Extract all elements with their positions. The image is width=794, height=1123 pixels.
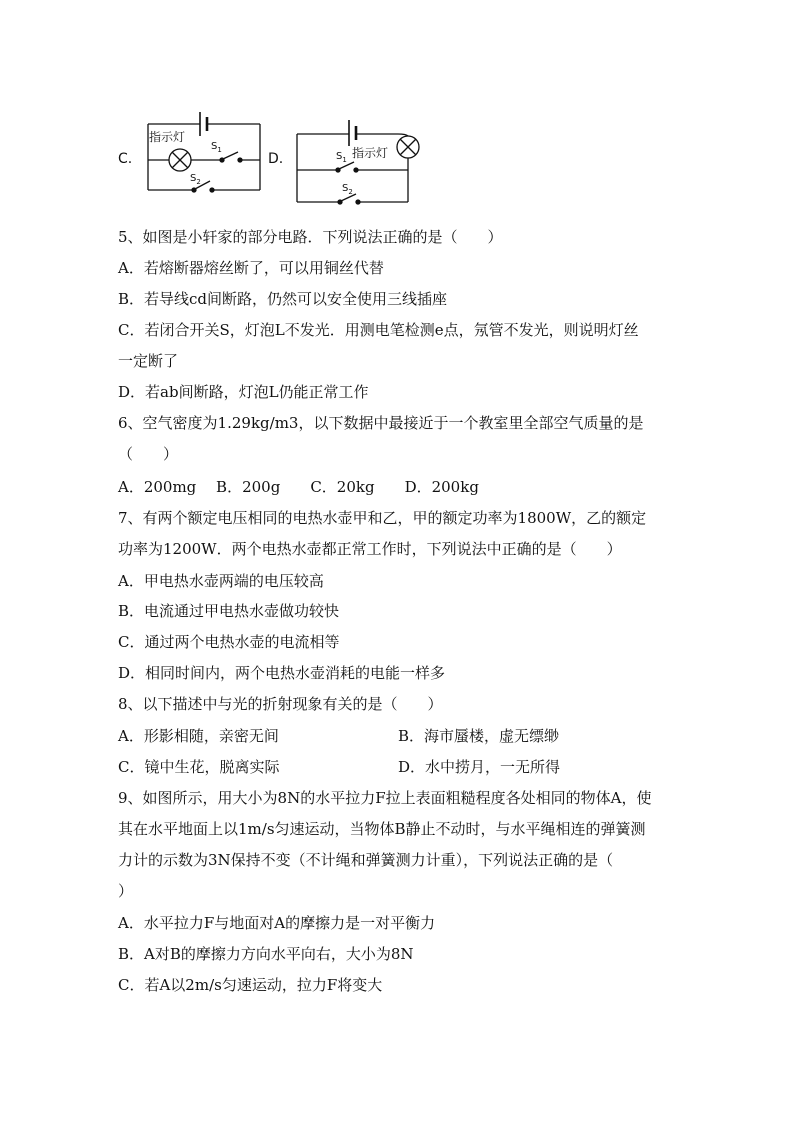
q6-options: A．200mg B．200g C．20kg D．200kg (118, 478, 479, 496)
q5-option-d: D．若ab间断路，灯泡L仍能正常工作 (118, 383, 369, 401)
q7-stem-line1: 7、有两个额定电压相同的电热水壶甲和乙，甲的额定功率为1800W，乙的额定 (118, 509, 647, 527)
q5-stem: 5、如图是小轩家的部分电路．下列说法正确的是（ ） (118, 228, 503, 246)
circuit-diagrams (110, 100, 440, 210)
q7-option-a: A．甲电热水壶两端的电压较高 (118, 572, 324, 590)
q7-stem-line2: 功率为1200W．两个电热水壶都正常工作时，下列说法中正确的是（ ） (118, 540, 622, 558)
switch-s1-label-d: $S_1$ (336, 151, 347, 164)
switch-s1-label-c: $S_1$ (211, 141, 222, 154)
switch-s2-label-c: $S_2$ (190, 173, 201, 186)
switch-s2-label-d: $S_2$ (342, 183, 353, 196)
q6-stem-line2: （ ） (118, 445, 179, 463)
q7-option-c: C．通过两个电热水壶的电流相等 (118, 633, 340, 651)
indicator-lamp-label-c: 指示灯 (149, 130, 186, 144)
option-d-label: D. (268, 151, 284, 167)
q9-stem-line3: 力计的示数为3N保持不变（不计绳和弹簧测力计重），下列说法正确的是（ (118, 851, 614, 869)
q8-stem: 8、以下描述中与光的折射现象有关的是（ ） (118, 695, 443, 713)
q9-option-b: B．A对B的摩擦力方向水平向右，大小为8N (118, 945, 414, 963)
q5-option-b: B．若导线cd间断路，仍然可以安全使用三线插座 (118, 290, 448, 308)
q7-option-b: B．电流通过甲电热水壶做功较快 (118, 602, 340, 620)
q8-option-d: D．水中捞月，一无所得 (398, 758, 561, 776)
q9-option-c: C．若A以2m/s匀速运动，拉力F将变大 (118, 976, 383, 994)
q8-option-b: B．海市蜃楼，虚无缥缈 (398, 727, 560, 745)
circuit-d (297, 120, 419, 204)
circuit-c (148, 112, 260, 192)
q5-option-c-line1: C．若闭合开关S，灯泡L不发光．用测电笔检测e点，氖管不发光，则说明灯丝 (118, 321, 639, 339)
q9-stem-line2: 其在水平地面上以1m/s匀速运动，当物体B静止不动时，与水平绳相连的弹簧测 (118, 820, 646, 838)
q5-option-c-line2: 一定断了 (118, 352, 179, 370)
q8-option-c: C．镜中生花，脱离实际 (118, 758, 280, 776)
option-c-label: C. (118, 151, 133, 167)
q6-stem-line1: 6、空气密度为1.29kg/m3，以下数据中最接近于一个教室里全部空气质量的是 (118, 414, 644, 432)
q5-option-a: A．若熔断器熔丝断了，可以用铜丝代替 (118, 259, 384, 277)
q9-stem-line1: 9、如图所示，用大小为8N的水平拉力F拉上表面粗糙程度各处相同的物体A，使 (118, 789, 652, 807)
q9-stem-line4: ） (118, 882, 134, 900)
q7-option-d: D．相同时间内，两个电热水壶消耗的电能一样多 (118, 664, 446, 682)
q9-option-a: A．水平拉力F与地面对A的摩擦力是一对平衡力 (118, 914, 436, 932)
q8-option-a: A．形影相随，亲密无间 (118, 727, 279, 745)
indicator-lamp-label-d: 指示灯 (352, 146, 389, 160)
